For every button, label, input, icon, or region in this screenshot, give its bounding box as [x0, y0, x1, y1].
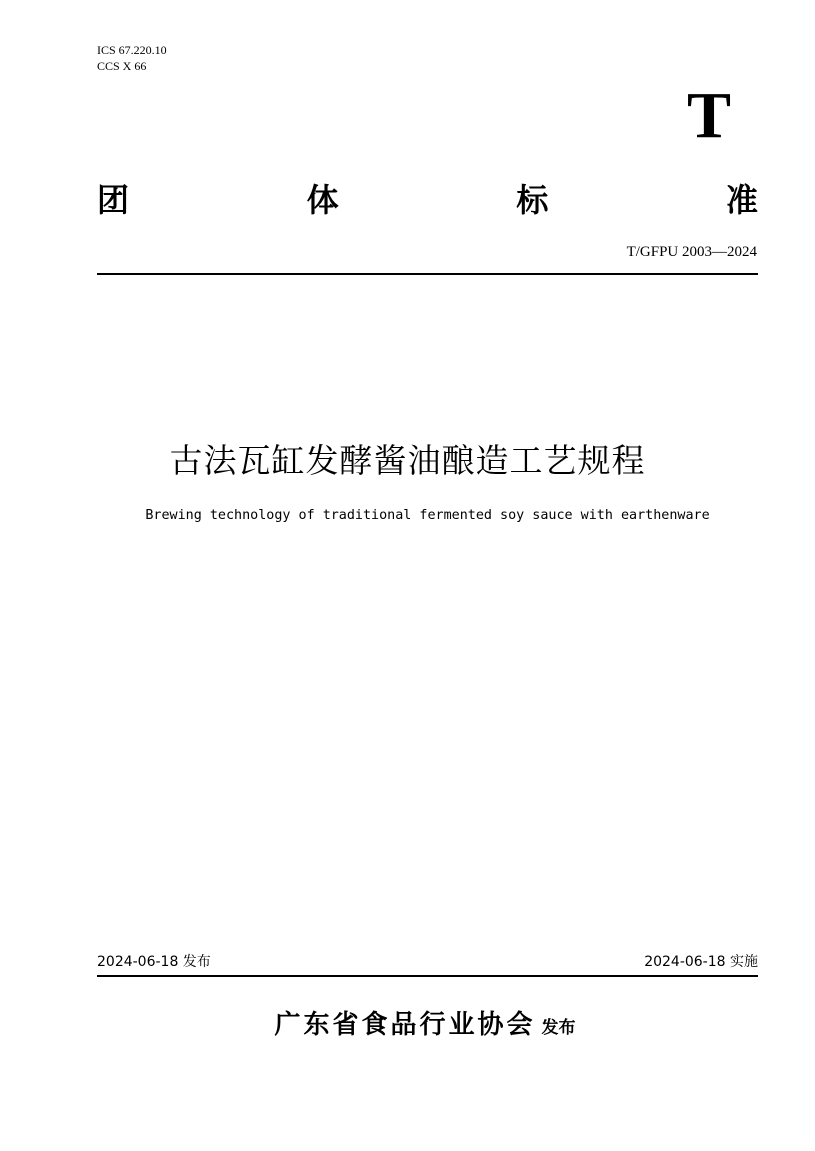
- document-title-chinese: 古法瓦缸发酵酱油酿造工艺规程: [169, 441, 646, 480]
- standard-type-char: 标: [516, 181, 549, 219]
- standard-type-heading: [97, 178, 758, 222]
- implementation-date: 2024-06-18 实施: [644, 954, 758, 970]
- document-title-english: Brewing technology of traditional fermented soy sauce with earthenware: [145, 508, 710, 523]
- publisher-line: [0, 1005, 815, 1048]
- publisher-name: 广东省食品行业协会: [274, 1010, 536, 1040]
- standard-number: T/GFPU 2003—2024: [626, 244, 757, 260]
- standard-type-char: 准: [725, 181, 758, 219]
- standard-category-mark: T: [686, 79, 731, 152]
- classification-codes: [97, 42, 167, 74]
- standard-type-char: 体: [306, 181, 339, 219]
- ccs-code: CCS X 66: [97, 59, 147, 73]
- publisher-suffix: 发布: [541, 1018, 576, 1038]
- bottom-divider: [97, 975, 758, 977]
- top-divider: [97, 273, 758, 275]
- release-date: 2024-06-18 发布: [97, 954, 211, 970]
- ics-code: ICS 67.220.10: [97, 43, 167, 57]
- standard-type-char: 团: [97, 181, 130, 219]
